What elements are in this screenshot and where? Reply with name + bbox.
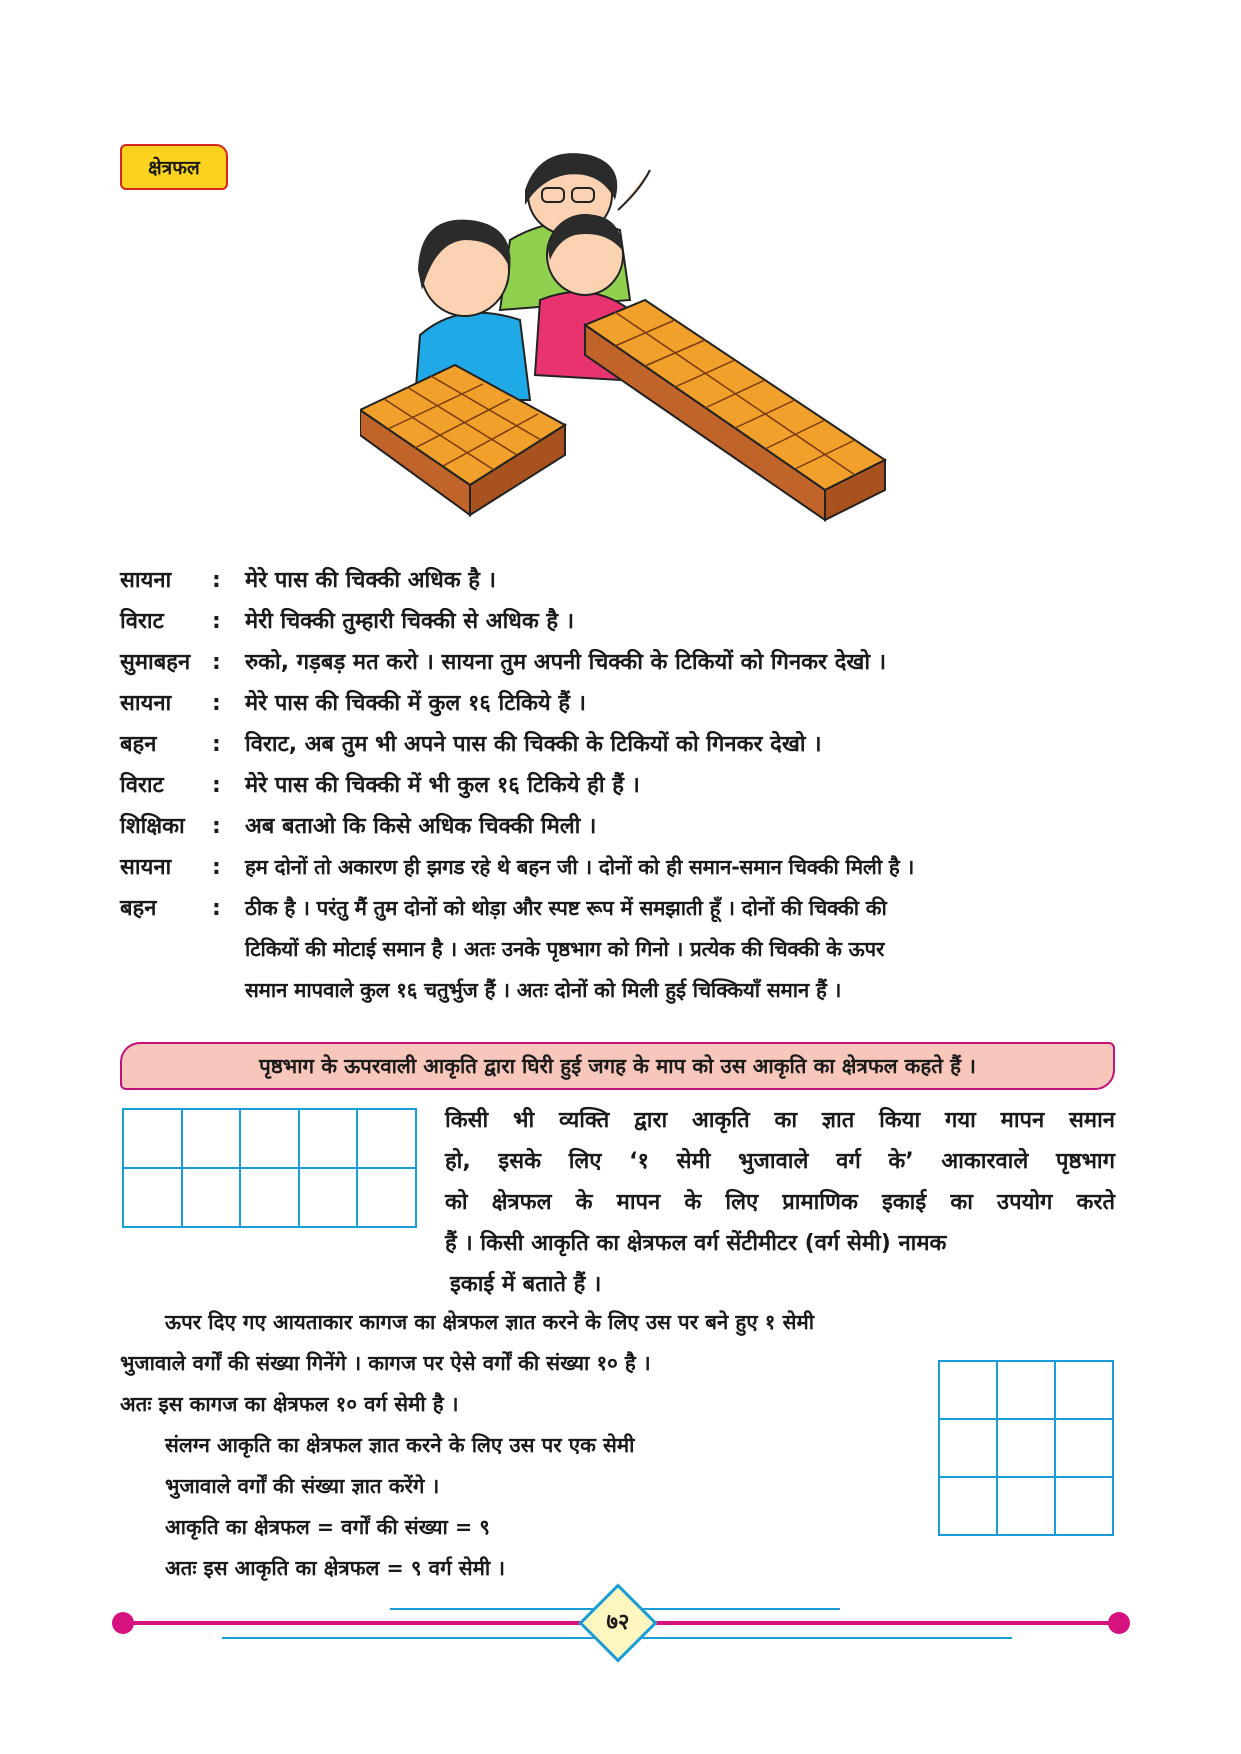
footer-dot-left — [112, 1612, 134, 1634]
text-line: भुजावाले वर्गों की संख्या ज्ञात करेंगे । — [165, 1474, 440, 1498]
speaker: सायना — [120, 568, 172, 593]
line-text: ठीक है । परंतु मैं तुम दोनों को थोड़ा और स्पष्ट रूप में समझाती हूँ । दोनों की चिक्की की — [245, 896, 887, 920]
line-text: टिकियों की मोटाई समान है । अतः उनके पृष्ठभाग को गिनो । प्रत्येक की चिक्की के ऊपर — [245, 937, 885, 961]
illustration-children-chikki — [360, 150, 920, 550]
chapter-tag: क्षेत्रफल — [120, 144, 228, 190]
colon: : — [212, 814, 221, 839]
line-text: हम दोनों तो अकारण ही झगड रहे थे बहन जी । दोनों को ही समान-समान चिक्की मिली है । — [245, 855, 915, 879]
definition-box — [120, 1042, 1115, 1090]
colon: : — [212, 691, 221, 716]
line-text: रुको, गड़बड़ मत करो । सायना तुम अपनी चिक्की के टिकियों को गिनकर देखो । — [245, 650, 887, 675]
text-line: किसी भी व्यक्ति द्वारा आकृति का ज्ञात किया गया मापन समान — [445, 1108, 1115, 1133]
text-line: इकाई में बताते हैं । — [450, 1272, 602, 1297]
speaker: सायना — [120, 855, 172, 880]
page-number: ७२ — [606, 1610, 630, 1635]
line-text: मेरे पास की चिक्की अधिक है । — [245, 568, 496, 593]
chikki-square-slab — [360, 365, 565, 515]
line-text: मेरे पास की चिक्की में भी कुल १६ टिकिये ही हैं । — [245, 773, 640, 798]
paragraph-unit-explanation — [445, 1100, 1115, 1305]
text-line: हो, इसके लिए ‘१ सेमी भुजावाले वर्ग के’ आकारवाले पृष्ठभाग — [445, 1149, 1115, 1174]
text-line: आकृति का क्षेत्रफल = वर्गों की संख्या = ९ — [165, 1515, 490, 1539]
colon: : — [212, 855, 221, 880]
line-text: विराट, अब तुम भी अपने पास की चिक्की के टिकियों को गिनकर देखो । — [245, 732, 822, 757]
colon: : — [212, 568, 221, 593]
text-line: भुजावाले वर्गों की संख्या गिनेंगे । कागज पर ऐसे वर्गों की संख्या १० है । — [120, 1351, 651, 1375]
speaker: सुमाबहन — [120, 650, 191, 675]
text-line: संलग्न आकृति का क्षेत्रफल ज्ञात करने के लिए उस पर एक सेमी — [165, 1433, 635, 1457]
speaker: विराट — [120, 609, 164, 634]
chikki-long-slab — [585, 300, 885, 520]
definition-text: पृष्ठभाग के ऊपरवाली आकृति द्वारा घिरी हुई जगह के माप को उस आकृति का क्षेत्रफल कहते हैं । — [259, 1054, 976, 1078]
text-line: को क्षेत्रफल के मापन के लिए प्रामाणिक इकाई का उपयोग करते — [445, 1190, 1115, 1215]
speaker: शिक्षिका — [120, 814, 185, 839]
colon: : — [212, 609, 221, 634]
text-line: हैं । किसी आकृति का क्षेत्रफल वर्ग सेंटीमीटर (वर्ग सेमी) नामक — [445, 1231, 947, 1256]
speaker: बहन — [120, 732, 157, 757]
colon: : — [212, 896, 221, 921]
line-text: अब बताओ कि किसे अधिक चिक्की मिली । — [245, 814, 597, 839]
line-text: समान मापवाले कुल १६ चतुर्भुज हैं । अतः दोनों को मिली हुई चिक्कियाँ समान हैं । — [245, 978, 842, 1002]
text-line: ऊपर दिए गए आयताकार कागज का क्षेत्रफल ज्ञात करने के लिए उस पर बने हुए १ सेमी — [165, 1310, 815, 1334]
footer-dot-right — [1108, 1612, 1130, 1634]
text-line: अतः इस कागज का क्षेत्रफल १० वर्ग सेमी है । — [120, 1392, 459, 1416]
colon: : — [212, 732, 221, 757]
colon: : — [212, 650, 221, 675]
grid-3x3-square — [938, 1360, 1114, 1536]
paragraph-square-area — [165, 1425, 925, 1589]
grid-2x5-rectangle — [122, 1108, 417, 1228]
colon: : — [212, 773, 221, 798]
speaker: बहन — [120, 896, 157, 921]
text-line: अतः इस आकृति का क्षेत्रफल = ९ वर्ग सेमी । — [165, 1556, 506, 1580]
line-text: मेरे पास की चिक्की में कुल १६ टिकिये हैं । — [245, 691, 587, 716]
speaker: विराट — [120, 773, 164, 798]
line-text: मेरी चिक्की तुम्हारी चिक्की से अधिक है । — [245, 609, 575, 634]
speaker: सायना — [120, 691, 172, 716]
